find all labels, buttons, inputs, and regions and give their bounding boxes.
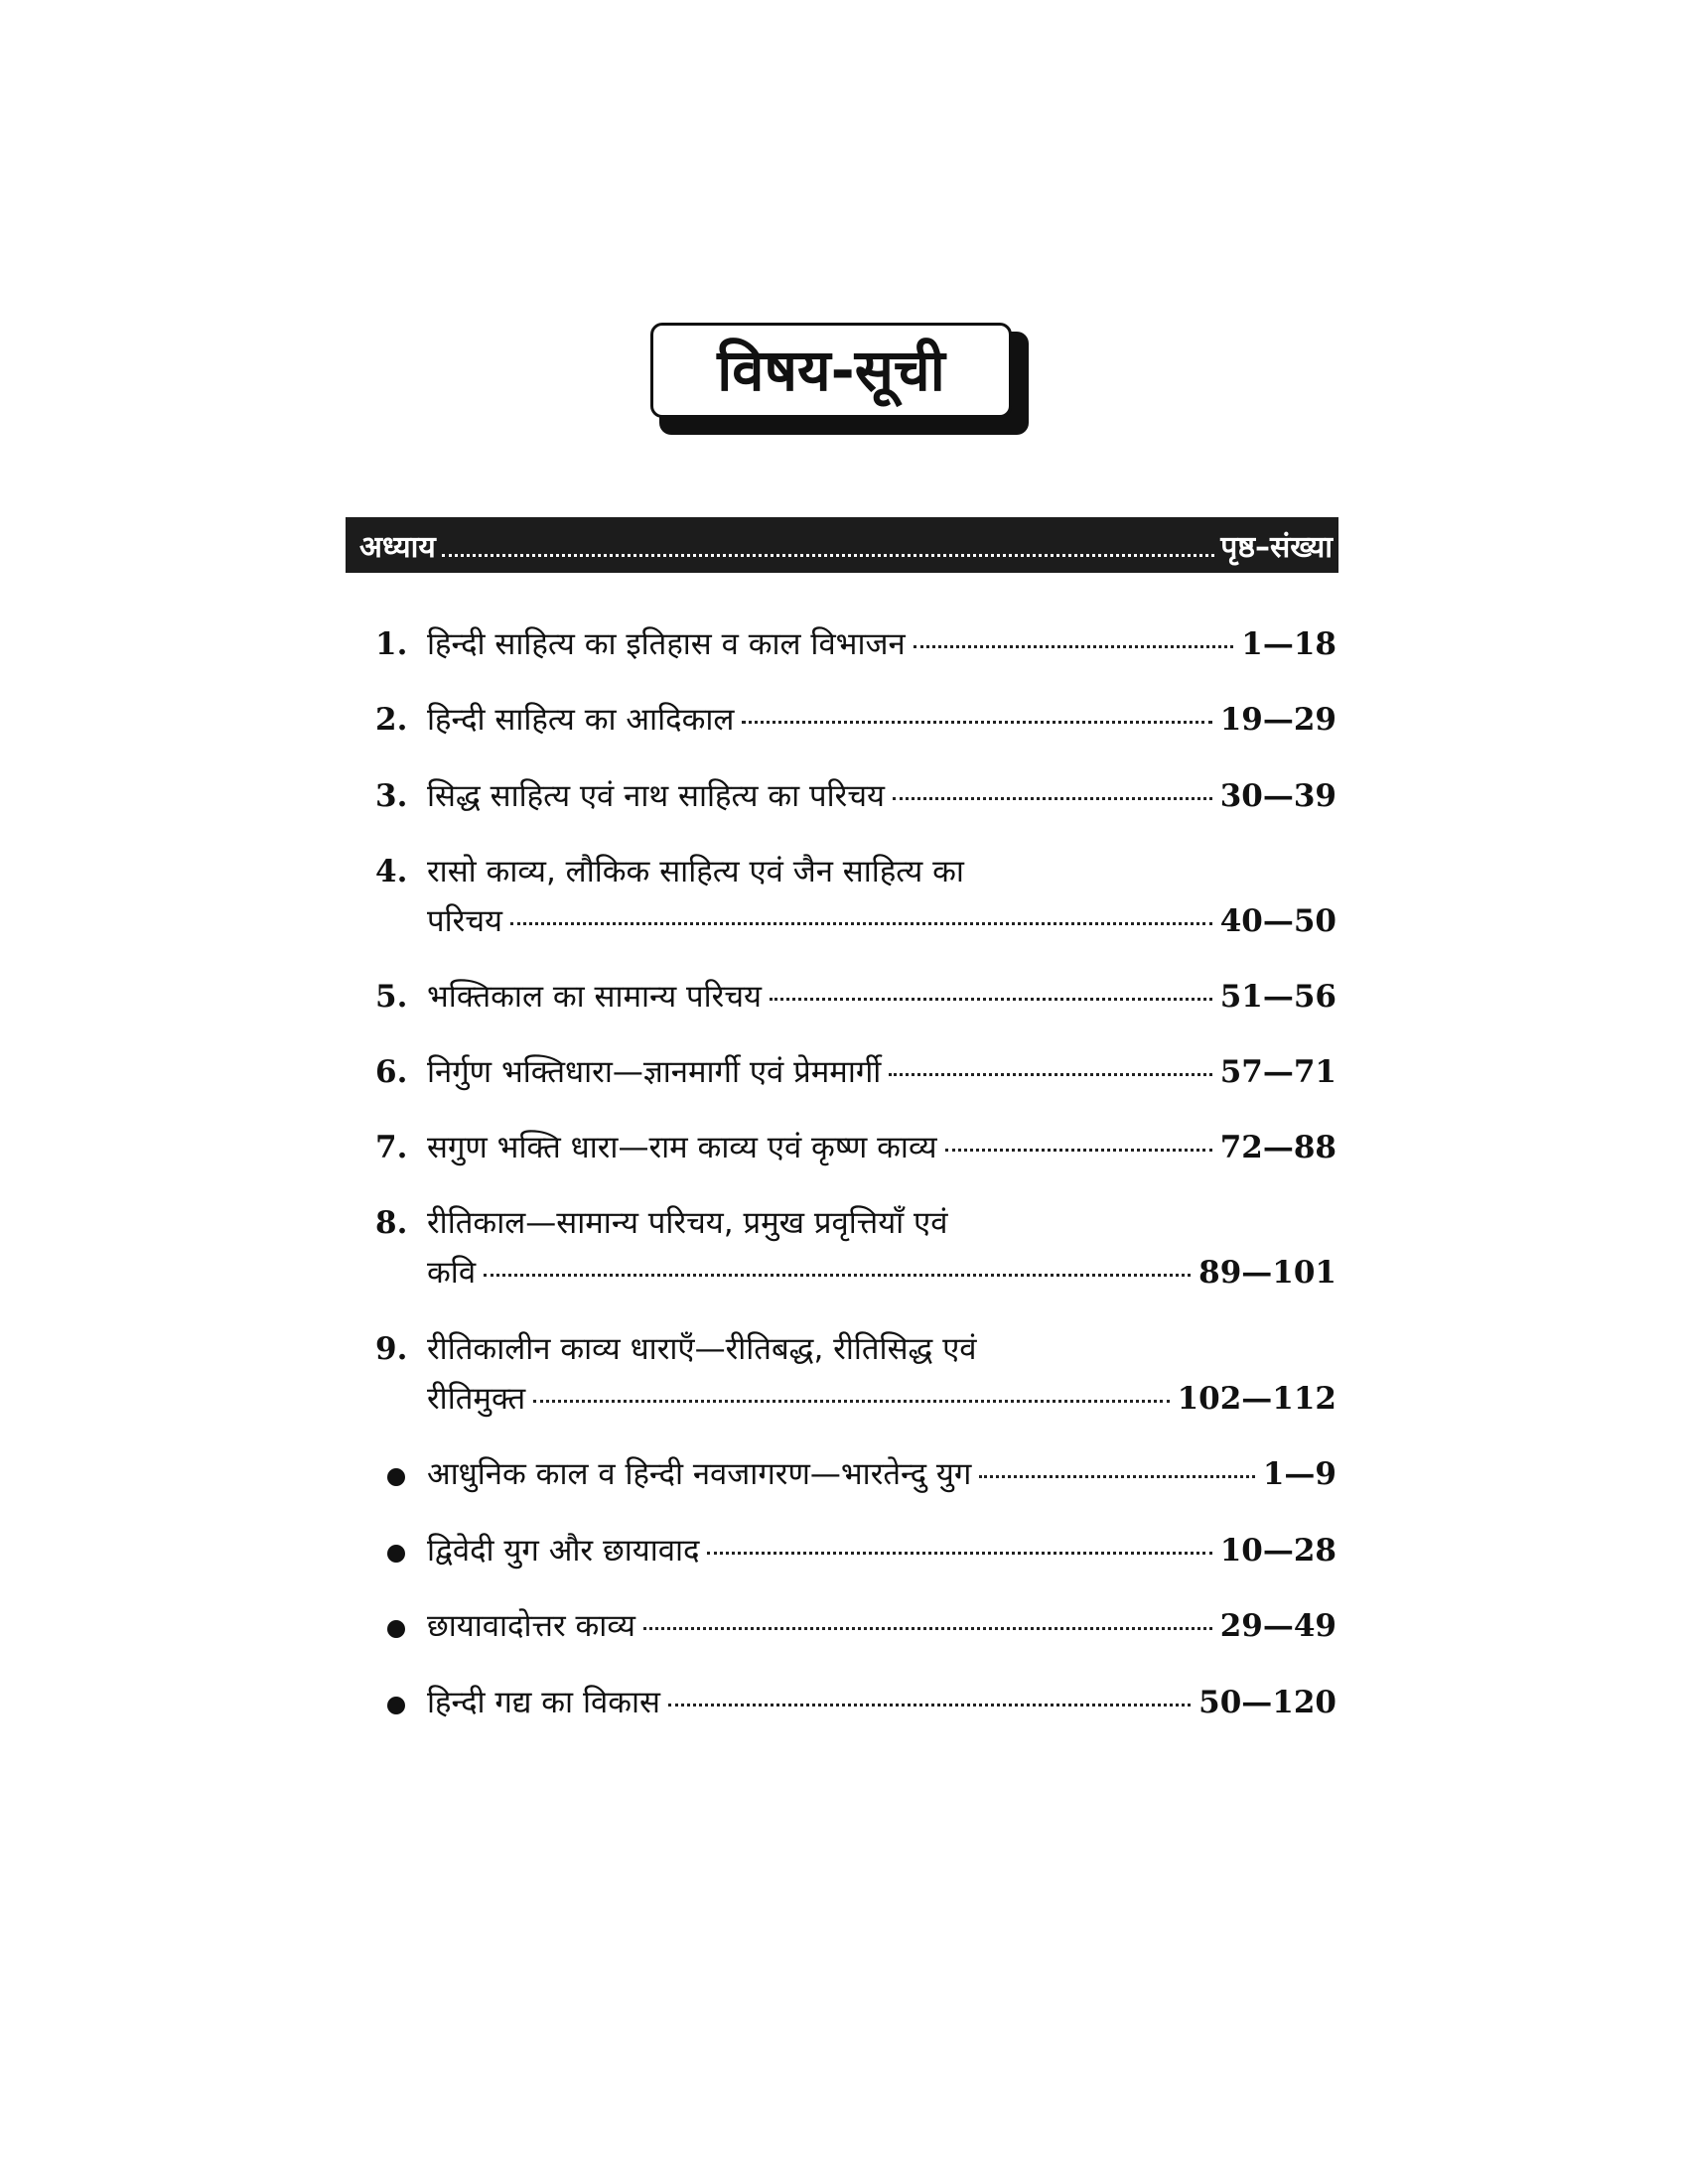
bullet-icon bbox=[387, 1620, 405, 1638]
chapter-title: हिन्दी गद्य का विकास bbox=[427, 1685, 660, 1720]
title-frame bbox=[650, 323, 1030, 437]
dot-leader bbox=[889, 1073, 1211, 1076]
toc-row bbox=[427, 1455, 1336, 1493]
chapter-title-line2: कवि bbox=[427, 1255, 477, 1291]
dot-leader bbox=[742, 721, 1211, 724]
dot-leader bbox=[979, 1475, 1254, 1478]
bullet-icon bbox=[387, 1545, 405, 1563]
page-range: 50—120 bbox=[1198, 1685, 1336, 1720]
page-range: 30—39 bbox=[1219, 778, 1336, 814]
toc-entry bbox=[375, 1684, 1336, 1723]
chapter-number: 3. bbox=[375, 778, 408, 814]
toc-entry bbox=[375, 853, 1336, 942]
chapter-title: हिन्दी साहित्य का इतिहास व काल विभाजन bbox=[427, 626, 906, 662]
chapter-number: 4. bbox=[375, 854, 408, 889]
page-range: 51—56 bbox=[1219, 979, 1336, 1015]
toc-row bbox=[427, 1053, 1336, 1091]
page-range: 57—71 bbox=[1219, 1054, 1336, 1090]
chapter-title: भक्तिकाल का सामान्य परिचय bbox=[427, 979, 763, 1015]
dot-leader bbox=[945, 1149, 1212, 1152]
chapter-title: हिन्दी साहित्य का आदिकाल bbox=[427, 702, 735, 738]
toc-entry bbox=[375, 1607, 1336, 1647]
toc-row bbox=[427, 1607, 1336, 1645]
chapter-title: निर्गुण भक्तिधारा—ज्ञानमार्गी एवं प्रेममार्गी bbox=[427, 1054, 882, 1090]
dot-leader bbox=[643, 1627, 1212, 1630]
chapter-number: 6. bbox=[375, 1054, 408, 1090]
chapter-title-line1: रीतिकाल—सामान्य परिचय, प्रमुख प्रवृत्तियाँ एवं bbox=[427, 1205, 948, 1241]
toc-entry bbox=[375, 1204, 1336, 1294]
page-range: 102—112 bbox=[1177, 1381, 1336, 1417]
chapter-number: 1. bbox=[375, 626, 408, 662]
chapter-title: द्विवेदी युग और छायावाद bbox=[427, 1533, 700, 1569]
chapter-title: आधुनिक काल व हिन्दी नवजागरण—भारतेन्दु युग bbox=[427, 1456, 972, 1492]
dot-leader bbox=[533, 1400, 1169, 1403]
dot-leader bbox=[770, 998, 1212, 1001]
toc-row bbox=[427, 777, 1336, 815]
chapter-title-line1: रीतिकालीन काव्य धाराएँ—रीतिबद्ध, रीतिसिद्ध एवं bbox=[427, 1331, 977, 1367]
dot-leader bbox=[707, 1552, 1211, 1555]
page-range: 89—101 bbox=[1198, 1255, 1336, 1291]
page-range: 1—18 bbox=[1241, 626, 1336, 662]
page-range: 10—28 bbox=[1219, 1533, 1336, 1569]
page-range: 40—50 bbox=[1219, 903, 1336, 939]
header-chapter-label: अध्याय bbox=[359, 529, 436, 565]
toc-row bbox=[427, 1684, 1336, 1721]
toc-entry bbox=[375, 1129, 1336, 1168]
chapter-number: 5. bbox=[375, 979, 408, 1015]
page-range: 72—88 bbox=[1219, 1130, 1336, 1165]
chapter-title-line2: परिचय bbox=[427, 903, 502, 939]
toc-entry bbox=[375, 978, 1336, 1018]
toc-entry bbox=[375, 1455, 1336, 1495]
page-title: विषय-सूची bbox=[717, 337, 945, 404]
toc-entry bbox=[375, 777, 1336, 817]
title-box bbox=[650, 323, 1012, 418]
toc-row bbox=[427, 701, 1336, 739]
page-range: 1—9 bbox=[1262, 1456, 1336, 1492]
chapter-number: 2. bbox=[375, 702, 408, 738]
toc-entry bbox=[375, 701, 1336, 741]
bullet-icon bbox=[387, 1697, 405, 1714]
chapter-title: छायावादोत्तर काव्य bbox=[427, 1608, 635, 1644]
toc-row bbox=[427, 1532, 1336, 1570]
chapter-number: 7. bbox=[375, 1130, 408, 1165]
dot-leader bbox=[893, 797, 1212, 800]
toc-row bbox=[427, 1254, 1336, 1292]
chapter-title: सगुण भक्ति धारा—राम काव्य एवं कृष्ण काव्य bbox=[427, 1130, 937, 1165]
chapter-number: 8. bbox=[375, 1205, 408, 1241]
toc-entry bbox=[375, 1532, 1336, 1571]
toc-row bbox=[427, 625, 1336, 663]
toc-row bbox=[427, 1380, 1336, 1418]
toc-entry bbox=[375, 1053, 1336, 1093]
toc-row bbox=[427, 902, 1336, 940]
page-range: 29—49 bbox=[1219, 1608, 1336, 1644]
toc-entry bbox=[375, 1330, 1336, 1420]
chapter-number: 9. bbox=[375, 1331, 408, 1367]
chapter-title: सिद्ध साहित्य एवं नाथ साहित्य का परिचय bbox=[427, 778, 886, 814]
toc-row bbox=[427, 978, 1336, 1016]
toc-entry bbox=[375, 625, 1336, 665]
toc-row bbox=[427, 1129, 1336, 1166]
toc-header-bar bbox=[346, 517, 1338, 573]
dot-leader bbox=[484, 1274, 1191, 1277]
dot-leader bbox=[914, 645, 1234, 648]
header-dot-leader bbox=[442, 554, 1215, 557]
header-page-label: पृष्ठ–संख्या bbox=[1220, 529, 1333, 565]
chapter-title-line1: रासो काव्य, लौकिक साहित्य एवं जैन साहित्य का bbox=[427, 854, 964, 889]
chapter-title-line2: रीतिमुक्त bbox=[427, 1381, 526, 1417]
dot-leader bbox=[510, 922, 1212, 925]
page-range: 19—29 bbox=[1219, 702, 1336, 738]
dot-leader bbox=[668, 1704, 1191, 1706]
bullet-icon bbox=[387, 1468, 405, 1486]
